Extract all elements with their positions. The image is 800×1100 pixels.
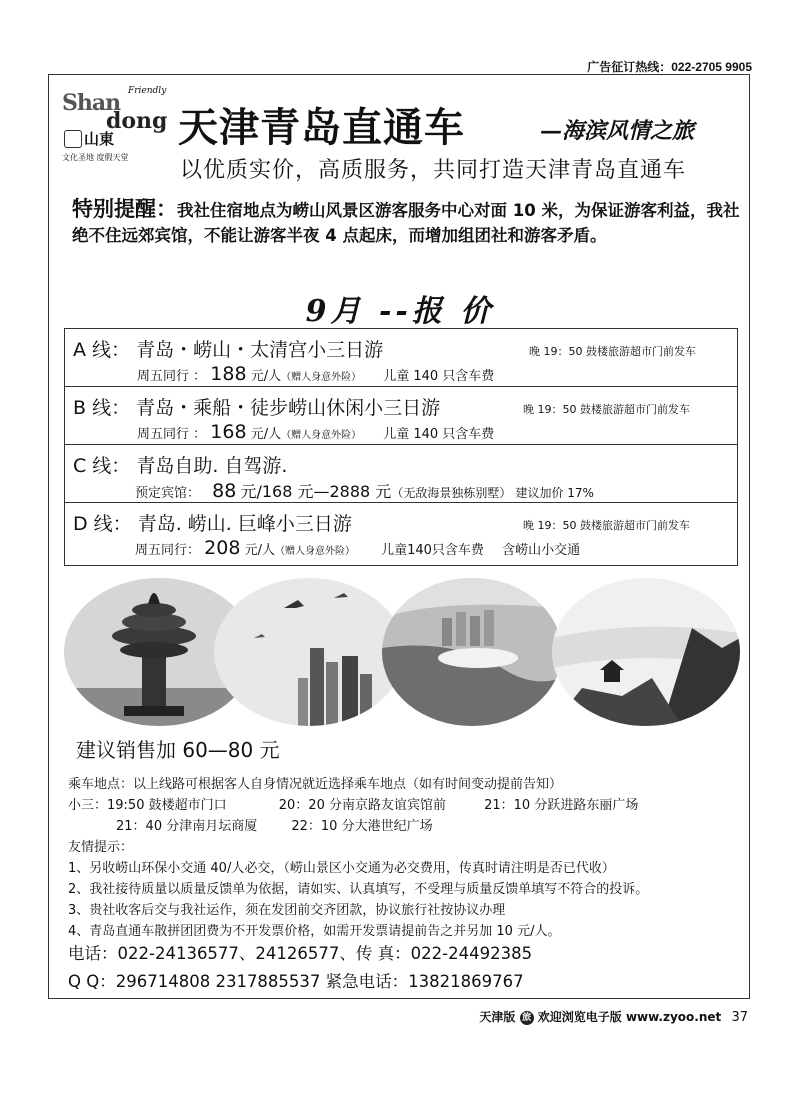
- edition-label: 天津版: [479, 1010, 516, 1024]
- pickup-info: [68, 774, 748, 942]
- route-table: [64, 328, 738, 566]
- route-price-line: [135, 537, 580, 559]
- route-unit: 元/人: [250, 427, 282, 442]
- contact-info: [68, 940, 532, 996]
- route-day: 周五同行 ：: [137, 369, 207, 384]
- route-b: [65, 387, 737, 445]
- route-insurance: （赠人身意外险）: [274, 546, 355, 557]
- route-depart: 晚 19：50 鼓楼旅游超市门前发车: [523, 403, 690, 416]
- route-day: 周五同行：: [135, 543, 201, 558]
- tip-item: 2、我社接待质量以质量反馈单为依据，请如实、认真填写，不受理与质量反馈单填写不符合的投诉。: [68, 882, 649, 897]
- notice-label: 特别提醒：: [72, 197, 177, 221]
- route-day: 预定宾馆：: [135, 486, 201, 501]
- phone-fax: 电话：022-24136577、24126577、传 真：022-24492385: [68, 944, 533, 963]
- route-name: D 线： 青岛. 崂山. 巨峰小三日游: [73, 513, 352, 535]
- route-price-line: [137, 421, 494, 443]
- route-price: 88: [212, 480, 237, 502]
- route-depart: 晚 19：50 鼓楼旅游超市门前发车: [523, 519, 690, 532]
- tip-item: 3、贵社收客后交与我社运作，须在发团前交齐团款，协议旅行社按协议办理: [68, 903, 506, 918]
- special-notice: [72, 197, 740, 248]
- pickup-stop: 22：10 分大港世纪广场: [291, 819, 433, 834]
- pickup-stop: 21：10 分跃进路东丽广场: [484, 798, 639, 813]
- route-name: B 线： 青岛・乘船・徒步崂山休闲小三日游: [73, 397, 441, 419]
- logo-slogan: 文化圣地 度假天堂: [62, 153, 129, 162]
- route-name: C 线： 青岛自助. 自驾游.: [73, 455, 288, 477]
- route-day: 周五同行 ：: [137, 427, 207, 442]
- pickup-intro: 乘车地点：以上线路可根据客人自身情况就近选择乘车地点（如有时间变动提前告知）: [68, 777, 563, 792]
- route-child: 儿童 140 只含车费: [383, 369, 495, 384]
- notice-text: 我社住宿地点为崂山风景区游客服务中心对面 10 米，为保证游客利益，我社绝不住远郊宾馆，不能让游客半夜 4 点起床，而增加组团社和游客矛盾。: [72, 201, 740, 245]
- qq-emergency: Q Q：296714808 2317885537 紧急电话：13821869767: [68, 972, 524, 991]
- tips-title: 友情提示：: [68, 840, 134, 855]
- page-title: 天津青岛直通车: [178, 105, 465, 151]
- tagline: 以优质实价，高质服务，共同打造天津青岛直通车: [180, 158, 687, 183]
- pickup-stop: 小三：19:50 鼓楼超市门口: [68, 798, 227, 813]
- route-unit: 元/168 元—2888 元: [240, 482, 392, 501]
- page-number: 37: [731, 1010, 748, 1025]
- logo-chinese: 山東: [84, 130, 115, 148]
- tip-item: 1、另收崂山环保小交通 40/人必交，（崂山景区小交通为必交费用，传真时请注明是否已代收）: [68, 861, 615, 876]
- route-depart: 晚 19：50 鼓楼旅游超市门前发车: [529, 345, 696, 358]
- route-name: A 线： 青岛・崂山・太清宫小三日游: [73, 339, 384, 361]
- suggested-markup: 建议销售加 60—80 元: [76, 738, 280, 762]
- route-unit: 元/人: [250, 369, 282, 384]
- shandong-logo: [62, 82, 168, 172]
- route-extra: 含崂山小交通: [502, 543, 581, 558]
- route-price: 168: [210, 421, 247, 443]
- price-heading: 9月 --报 价: [305, 294, 495, 329]
- laoshan-mountain-photo: [552, 578, 740, 726]
- coastline-photo: [382, 578, 562, 726]
- route-child: 儿童140只含车费: [381, 543, 484, 558]
- tip-item: 4、青岛直通车散拼团团费为不开发票价格，如需开发票请提前告之并另加 10 元/人。: [68, 924, 561, 939]
- route-price: 188: [210, 363, 247, 385]
- photo-strip: [64, 578, 740, 726]
- route-price-line: [137, 363, 494, 385]
- logo-shan: Shan: [62, 90, 121, 116]
- route-d: [65, 503, 737, 565]
- route-insurance: （赠人身意外险）: [281, 372, 362, 383]
- city-birds-photo: [214, 578, 404, 726]
- logo-dong: dong: [106, 108, 168, 134]
- pickup-row-1: [68, 795, 748, 816]
- pickup-row-2: [68, 816, 748, 837]
- pickup-stop: 21：40 分津南月坛商厦: [116, 819, 258, 834]
- page-footer: [479, 1008, 748, 1025]
- route-price-line: [135, 479, 594, 502]
- route-child: 儿童 140 只含车费: [383, 427, 495, 442]
- route-child: 建议加价 17%: [515, 486, 594, 500]
- route-unit: 元/人: [244, 543, 275, 558]
- route-c: [65, 445, 737, 503]
- route-price: 208: [204, 537, 241, 559]
- route-insurance: （赠人身意外险）: [281, 430, 362, 441]
- browse-link[interactable]: 欢迎浏览电子版 www.zyoo.net: [537, 1010, 722, 1024]
- logo-friendly: Friendly: [128, 86, 167, 96]
- route-a: [65, 329, 737, 387]
- page-subtitle: —海滨风情之旅: [540, 118, 695, 144]
- route-insurance: （无敌海景独栋别墅）: [391, 486, 512, 500]
- ad-hotline: 广告征订热线：022-2705 9905: [587, 60, 752, 74]
- zyoo-badge-icon: 旅: [520, 1011, 534, 1025]
- pickup-stop: 20：20 分南京路友谊宾馆前: [278, 798, 446, 813]
- logo-seal-icon: [64, 130, 82, 148]
